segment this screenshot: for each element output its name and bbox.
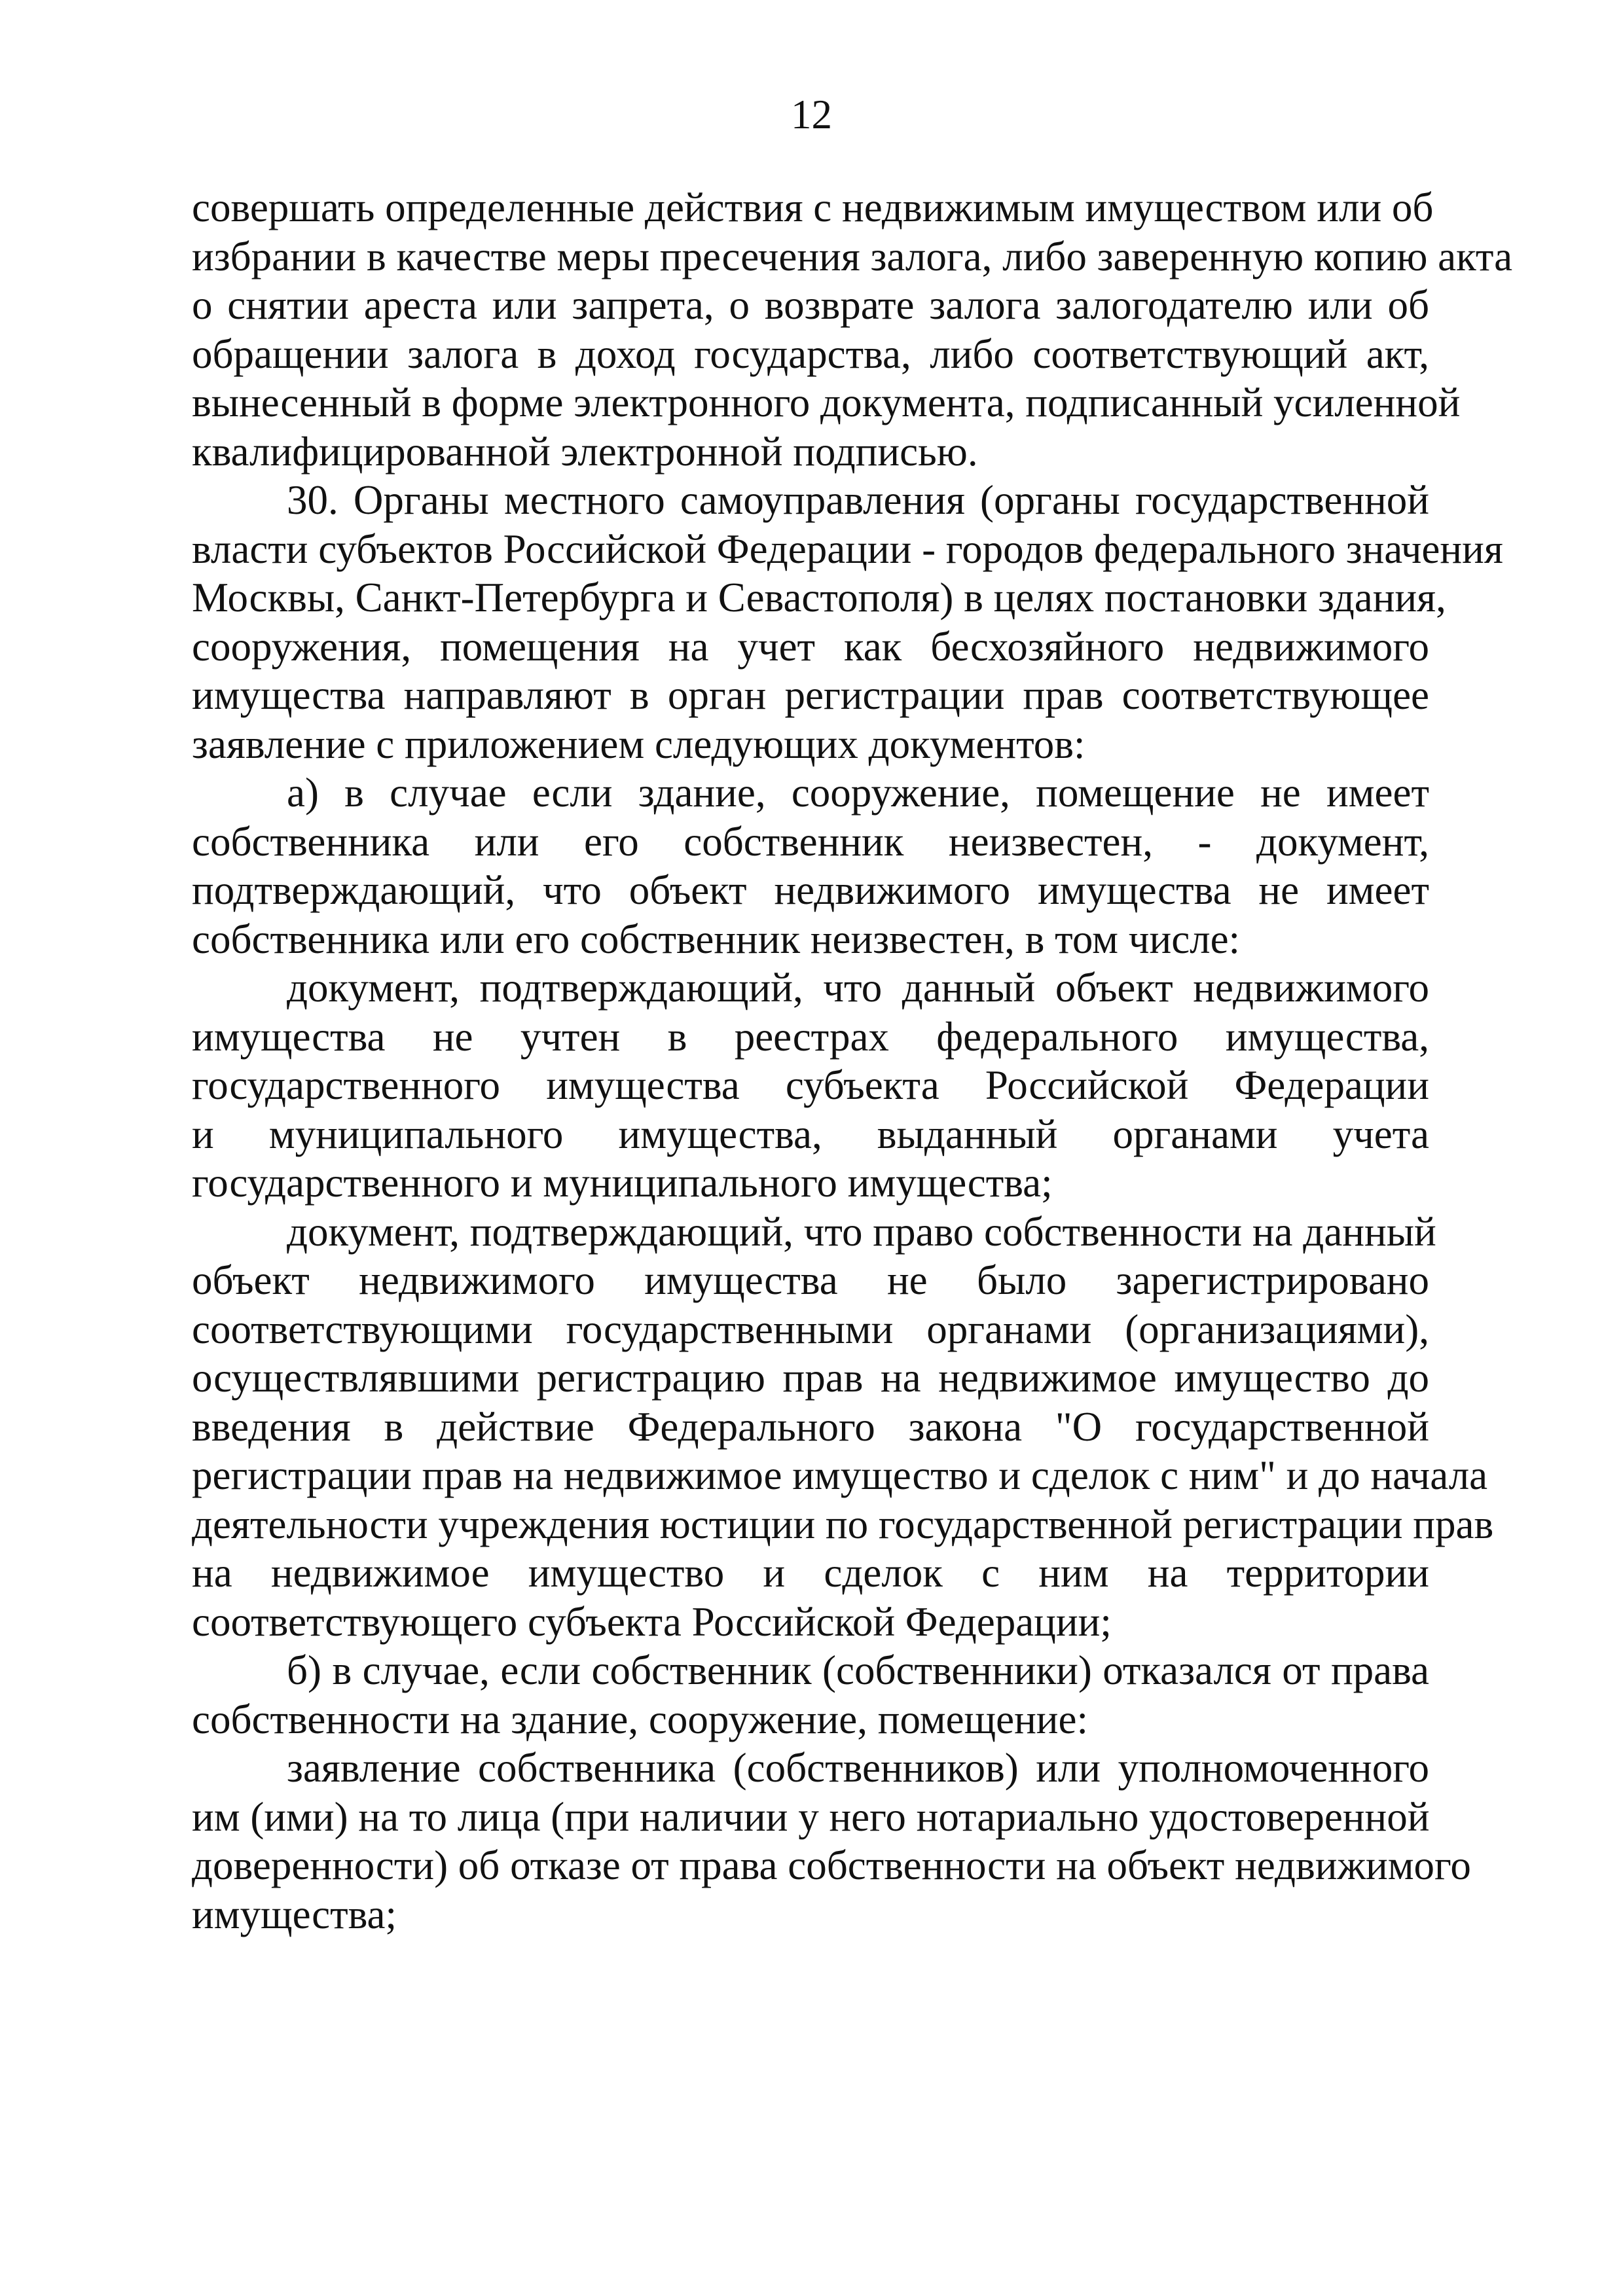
text-line: обращении залога в доход государства, либо соответствующий акт, [192, 331, 1429, 377]
text-line: вынесенный в форме электронного документа, подписанный усиленной [192, 380, 1461, 425]
text-line: введения в действие Федерального закона "О государственной [192, 1403, 1429, 1450]
text-line: документ, подтверждающий, что право собственности на данный [287, 1208, 1436, 1255]
text-line: документ, подтверждающий, что данный объект недвижимого [287, 965, 1429, 1011]
text-line: собственника или его собственник неизвестен, в том числе: [192, 916, 1241, 962]
text-line: заявление с приложением следующих документов: [192, 721, 1085, 767]
text-line: 30. Органы местного самоуправления (органы государственной [287, 477, 1429, 523]
paragraph [192, 1208, 1494, 1647]
text-line: и муниципального имущества, выданный органами учета [192, 1111, 1429, 1157]
text-line: Москвы, Санкт-Петербурга и Севастополя) в целях постановки здания, [192, 575, 1446, 620]
text-line: квалифицированной электронной подписью. [192, 428, 978, 475]
text-line: им (ими) на то лица (при наличии у него нотариально удостоверенной [192, 1793, 1430, 1840]
text-line: соответствующими государственными органами (организациями), [192, 1306, 1429, 1352]
text-line: власти субъектов Российской Федерации - городов федерального значения [192, 526, 1503, 572]
text-line: избрании в качестве меры пресечения залога, либо заверенную копию акта [192, 233, 1513, 279]
text-line: государственного имущества субъекта Российской Федерации [192, 1062, 1429, 1108]
paragraph [192, 476, 1503, 768]
text-line: подтверждающий, что объект недвижимого имущества не имеет [192, 867, 1429, 913]
text-line: государственного и муниципального имущества; [192, 1160, 1053, 1206]
text-line: деятельности учреждения юстиции по государственной регистрации прав [192, 1501, 1494, 1547]
text-line: имущества; [192, 1891, 397, 1937]
paragraph [192, 183, 1513, 476]
text-line: совершать определенные действия с недвижимым имуществом или об [192, 185, 1434, 230]
text-line: собственности на здание, сооружение, помещение: [192, 1696, 1088, 1742]
text-line: а) в случае если здание, сооружение, помещение не имеет [287, 770, 1429, 816]
paragraph [192, 963, 1429, 1208]
paragraph [192, 1744, 1471, 1939]
text-line: собственника или его собственник неизвестен, - документ, [192, 818, 1429, 865]
text-line: объект недвижимого имущества не было зарегистрировано [192, 1257, 1429, 1303]
paragraph [192, 768, 1429, 963]
text-line: имущества направляют в орган регистрации прав соответствующее [192, 672, 1429, 718]
page-number: 12 [791, 92, 832, 137]
text-line: сооружения, помещения на учет как бесхозяйного недвижимого [192, 623, 1429, 670]
text-line: регистрации прав на недвижимое имущество и сделок с ним" и до начала [192, 1452, 1488, 1498]
text-line: заявление собственника (собственников) или уполномоченного [287, 1745, 1429, 1791]
text-line: имущества не учтен в реестрах федерального имущества, [192, 1013, 1429, 1060]
text-line: осуществлявшими регистрацию прав на недвижимое имущество до [192, 1355, 1429, 1401]
text-line: б) в случае, если собственник (собственники) отказался от права [287, 1647, 1429, 1693]
text-line: доверенности) об отказе от права собственности на объект недвижимого [192, 1842, 1471, 1888]
text-line: на недвижимое имущество и сделок с ним на территории [192, 1550, 1429, 1596]
paragraph [192, 1646, 1429, 1744]
text-line: о снятии ареста или запрета, о возврате залога залогодателю или об [192, 282, 1429, 328]
document-body [192, 183, 1513, 1939]
text-line: соответствующего субъекта Российской Федерации; [192, 1598, 1112, 1645]
